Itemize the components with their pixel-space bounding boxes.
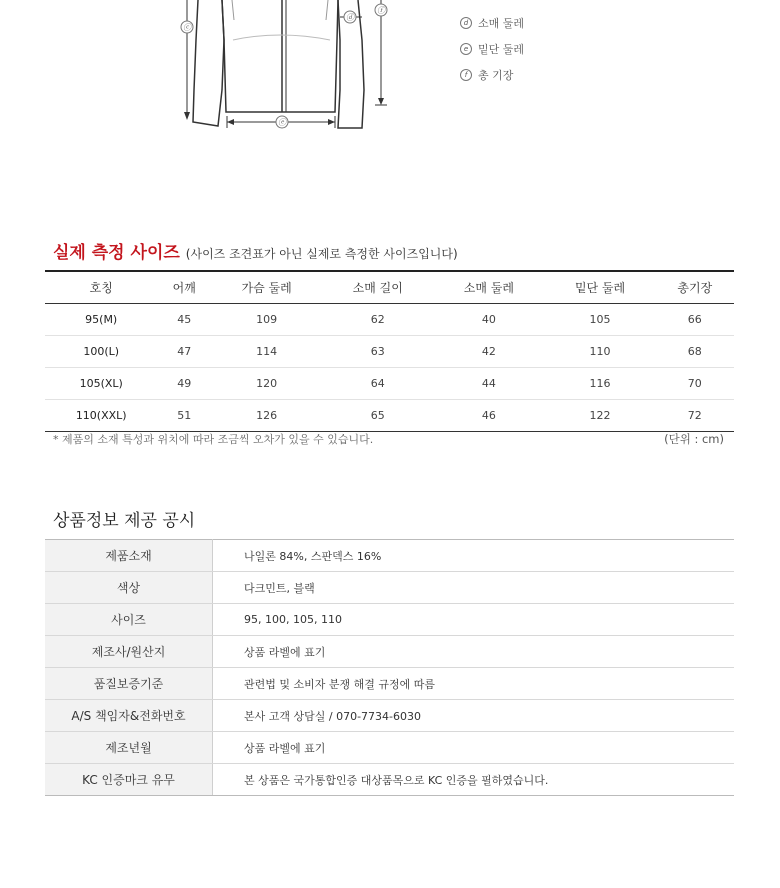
legend-label: 총 기장 [478,69,514,82]
table-cell: 62 [322,304,433,336]
table-row [45,764,734,796]
info-value: 다크민트, 블랙 [213,572,735,604]
table-row [45,368,734,400]
table-cell: 120 [211,368,322,400]
table-row [45,540,734,572]
legend-letter-e: e [460,43,472,55]
row-size: 95(M) [45,304,157,336]
legend-label: 밑단 둘레 [478,43,525,56]
info-key: 사이즈 [45,604,213,636]
table-cell: 45 [157,304,211,336]
size-table-header-row [45,271,734,304]
info-key: 제조사/원산지 [45,636,213,668]
table-row [45,304,734,336]
info-value: 95, 100, 105, 110 [213,604,735,636]
info-key: 품질보증기준 [45,668,213,700]
table-cell: 114 [211,336,322,368]
table-cell: 105 [544,304,655,336]
info-key: 제조년월 [45,732,213,764]
table-row [45,668,734,700]
table-cell: 64 [322,368,433,400]
info-value: 본사 고객 상담실 / 070-7734-6030 [213,700,735,732]
table-cell: 72 [656,400,734,432]
row-size: 100(L) [45,336,157,368]
info-key: A/S 책임자&전화번호 [45,700,213,732]
header-hem: 밑단 둘레 [544,271,655,304]
header-sleeve-circumference: 소매 둘레 [433,271,544,304]
info-value: 상품 라벨에 표기 [213,732,735,764]
measurement-legend [460,10,524,88]
header-sleeve-length: 소매 길이 [322,271,433,304]
info-value: 본 상품은 국가통합인증 대상품목으로 KC 인증을 필하였습니다. [213,764,735,796]
table-cell: 110 [544,336,655,368]
table-cell: 70 [656,368,734,400]
info-value: 나일론 84%, 스판덱스 16% [213,540,735,572]
table-row [45,336,734,368]
table-cell: 65 [322,400,433,432]
table-cell: 126 [211,400,322,432]
size-table [45,270,734,432]
header-chest: 가슴 둘레 [211,271,322,304]
legend-item-hem-circumference [460,36,524,62]
jacket-illustration [0,0,780,140]
marker-e: ⓔ [278,118,286,127]
row-size: 110(XXL) [45,400,157,432]
info-value: 상품 라벨에 표기 [213,636,735,668]
table-cell: 40 [433,304,544,336]
legend-label: 소매 둘레 [478,17,525,30]
table-row [45,572,734,604]
row-size: 105(XL) [45,368,157,400]
size-section-heading [53,238,458,263]
table-cell: 42 [433,336,544,368]
legend-item-sleeve-circumference [460,10,524,36]
table-row [45,700,734,732]
size-section-title: 실제 측정 사이즈 [53,243,180,263]
info-key: KC 인증마크 유무 [45,764,213,796]
table-row [45,604,734,636]
table-row [45,732,734,764]
size-section-subtitle: (사이즈 조견표가 아닌 실제로 측정한 사이즈입니다) [185,247,458,261]
legend-letter-f: f [460,69,472,81]
table-cell: 109 [211,304,322,336]
table-row [45,400,734,432]
info-key: 색상 [45,572,213,604]
header-designation: 호칭 [45,271,157,304]
marker-f: ⓕ [377,6,385,15]
table-cell: 49 [157,368,211,400]
header-total-length: 총기장 [656,271,734,304]
garment-diagram [0,0,780,140]
info-value: 관련법 및 소비자 분쟁 해결 규정에 따름 [213,668,735,700]
table-cell: 66 [656,304,734,336]
marker-d: ⓓ [346,13,354,22]
table-cell: 44 [433,368,544,400]
info-key: 제품소재 [45,540,213,572]
table-cell: 116 [544,368,655,400]
header-shoulder: 어깨 [157,271,211,304]
unit-label: (단위 : cm) [664,432,724,446]
marker-c: ⓒ [183,23,191,32]
legend-item-total-length [460,62,524,88]
table-cell: 122 [544,400,655,432]
table-cell: 63 [322,336,433,368]
product-info-table [45,539,734,796]
measurement-note: * 제품의 소재 특성과 위치에 따라 조금씩 오차가 있을 수 있습니다. [53,433,374,446]
table-cell: 47 [157,336,211,368]
table-cell: 68 [656,336,734,368]
table-cell: 46 [433,400,544,432]
table-cell: 51 [157,400,211,432]
legend-letter-d: d [460,17,472,29]
table-row [45,636,734,668]
info-section-title: 상품정보 제공 공시 [53,511,196,531]
